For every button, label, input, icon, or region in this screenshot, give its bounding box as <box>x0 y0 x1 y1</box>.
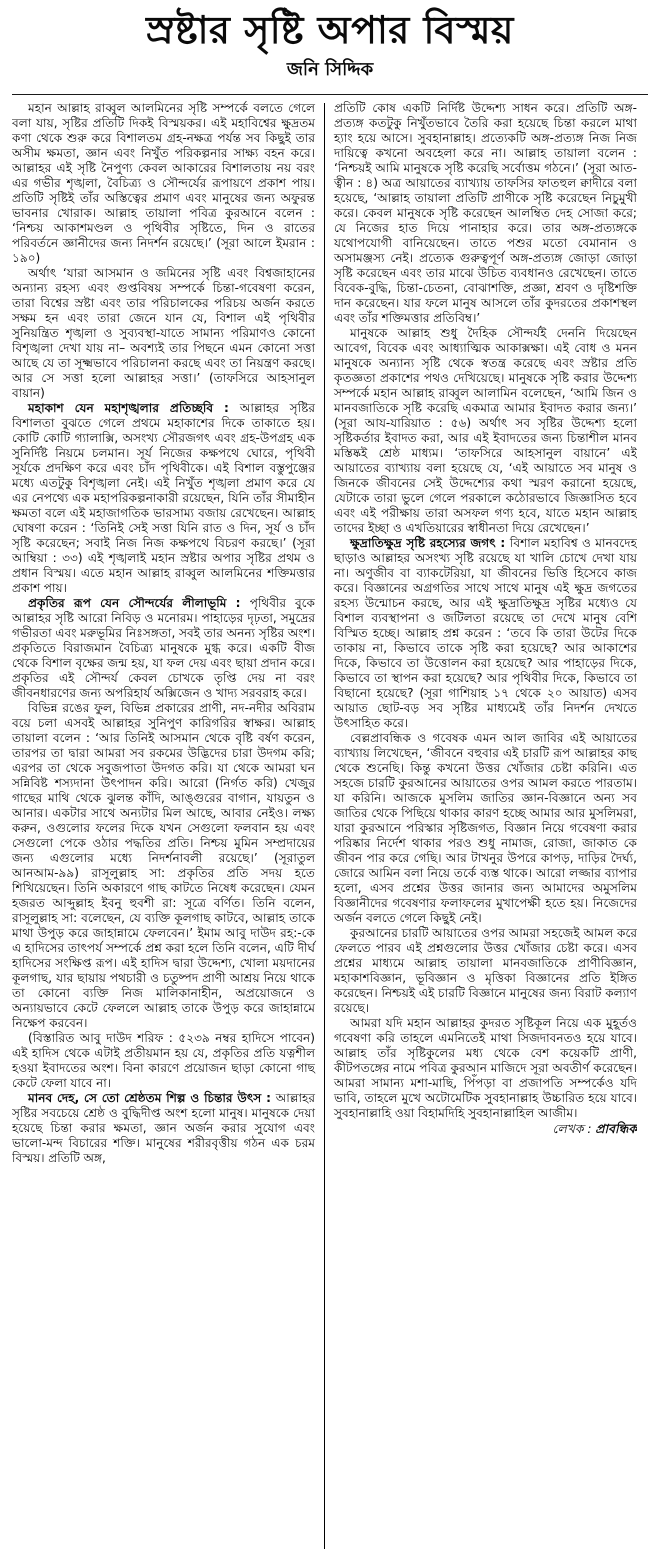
paragraph <box>334 326 637 536</box>
page-title: স্রষ্টার সৃষ্টি অপার বিস্ময় <box>146 8 514 52</box>
paragraph-text: প্রতিটি কোষ একটি নির্দিষ্ট উদ্দেশ্য সাধন করে। প্রতিটি অঙ্গ-প্রত্যঙ্গ কতটুকু নিখুঁতভাবে তৈরি করা হয়েছে চিন্তা করলে মাথা হ্যাং হয়ে আসে। সুবহানাল্লাহ। প্রত্যেকটি অঙ্গ-প্রত্যঙ্গ নিজ নিজ দায়িত্বে কখনো অবহেলা করে না। আল্লাহ তায়ালা বলেন : ‘নিশ্চয়ই আমি মানুষকে সৃষ্টি করেছি সর্বোত্তম গঠনে।’ (সূরা আত-ত্বীন : ৪) অত্র আয়াতের ব্যাখ্যায় তাফসির ফাতহুল ক্বাদীরে বলা হয়েছে, ‘আল্লাহ তায়ালা প্রতিটি প্রাণীকে সৃষ্টি করেছেন নিচুমুখী করে। কেবল মানুষকে সৃষ্টি করেছেন আলম্বিত দেহ সোজা করে; যে নিজের হাত দিয়ে পানাহার করে। তার অঙ্গ-প্রত্যঙ্গকে যথোপযোগী বানিয়েছেন। তাতে পশুর মতো বেমানান ও অসামঞ্জস্য নেই। প্রত্যেক গুরুত্বপূর্ণ অঙ্গ-প্রত্যঙ্গ জোড়া জোড়া সৃষ্টি করেছেন এবং তার মাঝে উচিত ব্যবধানও রেখেছেন। তাতে বিবেক-বুদ্ধি, চিন্তা-চেতনা, বোঝাশক্তি, প্রজ্ঞা, শ্রবণ ও দৃষ্টিশক্তি দান করেছেন। যার ফলে মানুষ আসলে তাঁর কুদরতের প্রকাশস্থল এবং তাঁর শক্তিমত্তার প্রতিবিম্ব।’ <box>334 100 637 325</box>
author-credit <box>334 1121 637 1136</box>
paragraph-subheading: মহাকাশ যেন মহাশৃঙ্খলার প্রতিচ্ছবি : <box>28 400 240 415</box>
paragraph-text: বিভিন্ন রঙের ফুল, বিভিন্ন প্রকারের প্রাণী, নদ-নদীর অবিরাম বয়ে চলা এসবই আল্লাহর সুনিপুণ কারিগরির স্বাক্ষর। আল্লাহ তায়ালা বলেন : ‘আর তিনিই আসমান থেকে বৃষ্টি বর্ষণ করেন, তারপর তা দ্বারা আমরা সব রকমের উদ্ভিদের চারা উদগম করি; এরপর তা থেকে সবুজপাতা উদগত করি। যা থেকে আমরা ঘন সন্নিবিষ্ট শস্যদানা উৎপাদন করি। আরো (নির্গত করি) খেজুর গাছের মাথি থেকে ঝুলন্ত কাঁদি, আঙ্গুরের বাগান, যায়তুন ও আনার। একটার সাথে অন্যটার মিল আছে, আবার নেইও। লক্ষ্য করুন, ওগুলোর ফলের দিকে যখন সেগুলো ফলবান হয় এবং সেগুলো পেকে ওঠার পদ্ধতির প্রতি। নিশ্চয় মুমিন সম্প্রদায়ের জন্য এগুলোর মধ্যে নিদর্শনাবলী রয়েছে।’ (সূরাতুল আনআম-৯৯) রাসূলুল্লাহ সা: প্রকৃতির প্রতি সদয় হতে শিখিয়েছেন। তিনি অকারণে গাছ কাটতে নিষেধ করেছেন। যেমন হজরত আব্দুল্লাহ ইবনু হুবশী রা: সূত্রে বর্ণিত। তিনি বলেন, রাসূলুল্লাহ সা: বলেছেন, যে ব্যক্তি কূলগাছ কাটবে, আল্লাহ তাকে মাথা উপুড় করে জাহান্নামে ফেলবেন।’ ইমাম আবু দাউদ রহ:-কে এ হাদিসের তাৎপর্য সম্পর্কে প্রশ্ন করা হলে তিনি বলেন, এটি দীর্ঘ হাদিসের সংক্ষিপ্ত রূপ। এই হাদিস দ্বারা উদ্দেশ্য, খোলা ময়দানের কূলগাছ, যার ছায়ায় পথচারী ও চতুষ্পদ প্রাণী আশ্রয় নিয়ে থাকে তা কোনো ব্যক্তি নিজ মালিকানাহীন, অপ্রয়োজনে ও অন্যায়ভাবে কেটে ফেললে আল্লাহ তাকে উপুড় করে জাহান্নামে নিক্ষেপ করবেন। <box>12 700 315 1030</box>
header-divider <box>12 94 648 95</box>
left-column <box>12 101 324 1166</box>
paragraph-text: কুরআনের চারটি আয়াতের ওপর আমরা সহজেই আমল করে ফেলতে পারব এই প্রশ্নগুলোর উত্তর খোঁজার চেষ্টা করে। এসব প্রশ্নের মাধ্যমে আল্লাহ তায়ালা মানবজাতিকে প্রাণীবিজ্ঞান, মহাকাশবিজ্ঞান, ভূবিজ্ঞান ও মৃত্তিকা বিজ্ঞানের প্রতি ইঙ্গিত করেছেন। নিশ্চয়ই এই চারটি বিজ্ঞানে মানুষের জন্য বিরাট কল্যাণ রয়েছে। <box>334 925 637 1015</box>
paragraph <box>12 1031 315 1091</box>
paragraph-subheading: প্রকৃতির রূপ যেন সৌন্দর্যের লীলাভূমি : <box>28 595 250 610</box>
paragraph-text: আল্লাহর সৃষ্টির সবচেয়ে শ্রেষ্ঠ ও বুদ্ধিদীপ্ত অংশ হলো মানুষ। মানুষকে দেয়া হয়েছে চিন্তা করার ক্ষমতা, জ্ঞান অর্জন করার সুযোগ এবং ভালো-মন্দ বিচারের শক্তি। মানুষের শরীরবৃত্তীয় গঠন এক চরম বিস্ময়। প্রতিটি অঙ্গ, <box>12 1090 315 1165</box>
paragraph <box>334 536 637 731</box>
paragraph <box>334 926 637 1016</box>
author-credit-label: লেখক : <box>552 1120 596 1136</box>
paragraph-text: আমরা যদি মহান আল্লাহর কুদরত সৃষ্টিকূল নিয়ে এক মুহূর্তও গবেষণা করি তাহলে এমনিতেই মাথা সিজদাবনতও হয়ে যাবে। আল্লাহ তাঁর সৃষ্টিকুলের মধ্য থেকে বেশ কয়েকটি প্রাণী, কীটপতঙ্গের নামে পবিত্র কুরআন মাজিদে সূরা অবতীর্ণ করেছেন। আমরা সামান্য মশা-মাছি, পিঁপড়া বা প্রজাপতি সম্পর্কেও যদি ভাবি, তাহলে মুখে অটোমেটিক সুবহানাল্লাহ উচ্চারিত হয়ে যাবে। সুবহানাল্লাহি ওয়া বিহামদিহি সুবহানাল্লাহিল আজীম। <box>334 1015 637 1120</box>
paragraph <box>12 1091 315 1166</box>
paragraph-subheading: ক্ষুদ্রাতিক্ষুদ্র সৃষ্টি রহস্যের জগৎ : <box>350 535 510 550</box>
paragraph-text: মহান আল্লাহ রাব্বুল আলমিনের সৃষ্টি সম্পর্কে বলতে গেলে বলা যায়, সৃষ্টির প্রতিটি দিকই বিস্ময়কর। এই মহাবিশ্বের ক্ষুদ্রতম কণা থেকে শুরু করে বিশালতম গ্রহ-নক্ষত্র পর্যন্ত সব কিছুই তার অসীম ক্ষমতা, জ্ঞান এবং নিখুঁত পরিকল্পনার সাক্ষ্য বহন করে। আল্লাহর এই সৃষ্টি নৈপুণ্য কেবল আকারের বিশালতায় নয় বরং এর গভীর শৃঙ্খলা, বৈচিত্র্য ও সৌন্দর্যের রূপায়ণে প্রকাশ পায়। প্রতিটি সৃষ্টিই তাঁর অস্তিত্বের প্রমাণ এবং মানুষের জন্য অফুরন্ত ভাবনার খোরাক। আল্লাহ তায়ালা পবিত্র কুরআনে বলেন : ‘নিশ্চয় আকাশমণ্ডল ও পৃথিবীর সৃষ্টিতে, দিন ও রাতের পরিবর্তনে জ্ঞানীদের জন্য নিদর্শন রয়েছে।’ (সূরা আলে ইমরান : ১৯০) <box>12 100 315 265</box>
paragraph-text: বেল্লপ্রাবন্ধিক ও গবেষক এমন আল জাবির এই আয়াতের ব্যাখ্যায় লিখেছেন, ‘জীবনে বহুবার এই চারটি রূপ আল্লাহর কাছ থেকে শুনেছি। কিন্তু কখনো উত্তর খোঁজার চেষ্টা করিনি। এত সহজে চারটি কুরআনের আয়াতের ওপর আমল করতে পারতাম। যা করিনি। আজকে মুসলিম জাতির জ্ঞান-বিজ্ঞানে অন্য সব জাতির থেকে পিছিয়ে থাকার কারণ হচ্ছে আমার আর মুসলিমরা, যারা কুরআনে পরিস্কার সৃষ্টিজগত, বিজ্ঞান নিয়ে গবেষণা করার পরিষ্কার নির্দেশ থাকার পরও শুধু নামাজ, রোজা, জাকাত কে জীবন পার করে গেছি। আর টাখনুর উপরে কাপড়, দাড়ির দৈর্ঘ্য, জোরে আমিন বলা নিয়ে তর্কে ব্যস্ত থাকে। আরো লজ্জার ব্যাপার হলো, এসব প্রশ্নের উত্তর জানার জন্য আমাদের অমুসলিম বিজ্ঞানীদের গবেষণার ফলাফলের মুখাপেক্ষী হতে হয়। নিজেদের অর্জন বলতে গেলে কিছুই নেই। <box>334 730 637 925</box>
paragraph-subheading: মানব দেহ, সে তো শ্রেষ্ঠতম শিল্প ও চিন্তার উৎস : <box>28 1090 276 1105</box>
paragraph-text: মানুষকে আল্লাহ শুধু দৈহিক সৌন্দর্যই দেননি দিয়েছেন আবেগ, বিবেক এবং আধ্যাত্মিক আকাক্সক্ষা। এই বোধ ও মনন মানুষকে অন্যান্য সৃষ্টি থেকে স্বতন্ত্র করেছে এবং স্রষ্টার প্রতি কৃতজ্ঞতা প্রকাশের পথও দেখিয়েছে। মানুষকে সৃষ্টি করার উদ্দেশ্য সম্পর্কে মহান আল্লাহ রাব্বুল আলামিন বলেছেন, ‘আমি জিন ও মানবজাতিকে সৃষ্টি করেছি একমাত্র আমার ইবাদত করার জন্য।’ (সূরা আয-যারিয়াত : ৫৬) অর্থাৎ সব সৃষ্টির উদ্দেশ্য হলো সৃষ্টিকর্তার ইবাদত করা, আর এই ইবাদতের জন্য চিন্তাশীল মানব মস্তিষ্কই শ্রেষ্ঠ মাধ্যম। ‘তাফসিরে আহসানুল বায়ানে’ এই আয়াতের ব্যাখ্যায় বলা হয়েছে যে, ‘এই আয়াতে সব মানুষ ও জিনকে জীবনের সেই উদ্দেশ্যের কথা স্মরণ করানো হয়েছে, যেটাকে তারা ভুলে গেলে পরকালে কঠোরভাবে জিজ্ঞাসিত হবে এবং এই পরীক্ষায় তারা অসফল গণ্য হবে, যাতে মহান আল্লাহ তাদের ইচ্ছা ও এখতিয়ারের স্বাধীনতা দিয়ে রেখেছেন।’ <box>334 325 637 535</box>
article-columns <box>12 101 648 1549</box>
paragraph-text: পৃথিবীর বুকে আল্লাহর সৃষ্টি আরো নিবিড় ও মনোরম। পাহাড়ের দৃঢ়তা, সমুদ্রের গভীরতা এবং মরুভূমির নিঃসঙ্গতা, সবই তার অনন্য সৃষ্টির অংশ। প্রকৃতিতে বিরাজমান বৈচিত্র্য মানুষকে মুগ্ধ করে। একটি বীজ থেকে বিশাল বৃক্ষের জন্ম হয়, যা ফল দেয় এবং ছায়া প্রদান করে। প্রকৃতির এই সৌন্দর্য কেবল চোখকে তৃপ্তি দেয় না বরং জীবনধারণের জন্য অপরিহার্য অক্সিজেন ও খাদ্য সরবরাহ করে। <box>12 595 315 700</box>
paragraph-text: (বিস্তারিত আবু দাউদ শরিফ : ৫২৩৯ নম্বর হাদিসে পাবেন) এই হাদিস থেকে এটাই প্রতীয়মান হয় যে, প্রকৃতির প্রতি যত্নশীল হওয়া ইবাদতের অংশ। বিনা কারণে প্রয়োজন ছাড়া কোনো গাছ কেটে ফেলা যাবে না। <box>12 1030 315 1090</box>
author-credit-value: প্রাবন্ধিক <box>595 1120 637 1136</box>
paragraph <box>12 596 315 701</box>
byline-author: জনি সিদ্দিক <box>286 58 374 80</box>
right-column <box>325 101 637 1136</box>
paragraph-text: আল্লাহর সৃষ্টির বিশালতা বুঝতে গেলে প্রথমে মহাকাশের দিকে তাকাতে হয়। কোটি কোটি গ্যালাক্সি, অসংখ্য সৌরজগৎ এবং গ্রহ-উপগ্রহ এক সুনির্দিষ্ট নিয়মে চলমান। সূর্য নিজের কক্ষপথে ঘোরে, পৃথিবী সূর্যকে প্রদক্ষিণ করে এবং চাঁদ পৃথিবীকে। এই বিশাল বস্তুপুঞ্জের মধ্যে এতটুকু বিশৃঙ্খলা নেই। এই নিখুঁত শৃঙ্খলা প্রমাণ করে যে এর নেপথ্যে এক মহাপরিকল্পনাকারী রয়েছেন, যিনি তাঁর সীমাহীন ক্ষমতা বলে এই মহাজাগতিক ভারসাম্য বজায় রেখেছেন। আল্লাহ ঘোষণা করেন : ‘তিনিই সেই সত্তা যিনি রাত ও দিন, সূর্য ও চাঁদ সৃষ্টি করেছেন; সবাই নিজ নিজ কক্ষপথে বিচরণ করছে।’ (সূরা আম্বিয়া : ৩৩) এই শৃঙ্খলাই মহান স্রষ্টার অপার সৃষ্টির প্রথম ও প্রধান বিস্ময়। এতে মহান আল্লাহ রাব্বুল আলমিনের শক্তিমত্তার প্রকাশ পায়। <box>12 400 315 595</box>
paragraph-text: অর্থাৎ ‘যারা আসমান ও জমিনের সৃষ্টি এবং বিশ্বজাহানের অন্যান্য রহস্য এবং গুপ্তবিষয় সম্পর্কে চিন্তা-গবেষণা করেন, তারা বিশ্বের স্রষ্টা এবং তার পরিচালকের পরিচয় অর্জন করতে সক্ষম হন এবং তারা জেনে যান যে, বিশাল এই পৃথিবীর সুনিয়ন্ত্রিত শৃঙ্খলা ও সুব্যবস্থা-যাতে সামান্য পরিমাণও কোনো বিশৃঙ্খলা দেখা যায় না– অবশ্যই তার পিছনে এমন কোনো সত্তা আছে যে তা সূক্ষ্মভাবে পরিচালনা করছে এবং তা নিয়ন্ত্রণ করছে। আর সে সত্তা হলো আল্লাহর সত্তা।’ (তাফসিরে আহসানুল বায়ান) <box>12 265 315 400</box>
paragraph <box>334 1016 637 1121</box>
paragraph-text: বিশাল মহাবিশ্ব ও মানবদেহ ছাড়াও আল্লাহর অসংখ্য সৃষ্টি রয়েছে যা খালি চোখে দেখা যায় না। অণুজীব বা ব্যাকটেরিয়া, যা জীবনের ভিত্তি হিসেবে কাজ করে। বিজ্ঞানের অগ্রগতির সাথে সাথে মানুষ এই ক্ষুদ্র জগতের রহস্য উন্মোচন করছে, আর এই ক্ষুদ্রাতিক্ষুদ্র সৃষ্টির মধ্যেও যে বিশাল ব্যবস্থাপনা ও জটিলতা রয়েছে তা দেখে মানুষ বেশি বিস্মিত হচ্ছে। আল্লাহ প্রশ্ন করেন : ‘তবে কি তারা উটের দিকে তাকায় না, কিভাবে তাকে সৃষ্টি করা হয়েছে? আর আকাশের দিকে, কিভাবে তা উত্তোলন করা হয়েছে? আর পাহাড়ের দিকে, কিভাবে তা স্থাপন করা হয়েছে? আর পৃথিবীর দিকে, কিভাবে তা বিছানো হয়েছে? (সূরা গাশিয়াহ ১৭ থেকে ২০ আয়াত) এসব আয়াত ছোট-বড় সব সৃষ্টির মাধ্যমেই তাঁর নিদর্শন দেখতে উৎসাহিত করে। <box>334 535 637 730</box>
paragraph <box>12 401 315 596</box>
paragraph <box>12 701 315 1031</box>
paragraph <box>12 101 315 266</box>
paragraph <box>334 101 637 326</box>
paragraph <box>334 731 637 926</box>
paragraph <box>12 266 315 401</box>
